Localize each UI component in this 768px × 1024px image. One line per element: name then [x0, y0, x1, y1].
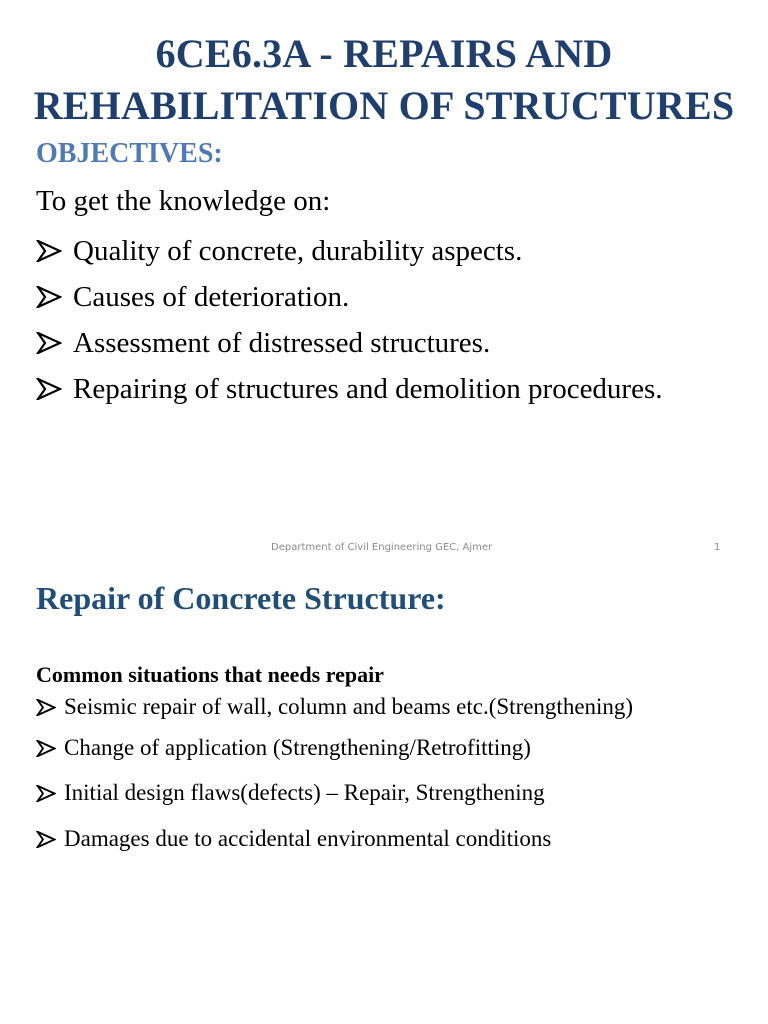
- list-item-text: Initial design flaws(defects) – Repair, Strengthening: [64, 780, 545, 805]
- list-item: [36, 770, 633, 816]
- slide-2-subtitle: Common situations that needs repair: [36, 662, 384, 687]
- footer-department: Department of Civil Engineering GEC, Ajmer: [271, 542, 493, 553]
- title-line-2: REHABILITATION OF STRUCTURES: [33, 83, 735, 128]
- arrow-bullet-icon: [36, 831, 56, 848]
- page-number: 1: [714, 542, 721, 553]
- repair-situations-list: [36, 688, 633, 862]
- intro-text: To get the knowledge on:: [36, 185, 331, 217]
- list-item: [36, 228, 663, 274]
- slide-2: [0, 566, 768, 1024]
- arrow-bullet-icon: [36, 785, 56, 802]
- objectives-heading: OBJECTIVES:: [36, 138, 223, 169]
- objectives-list: [36, 228, 663, 412]
- list-item-text: Causes of deterioration.: [73, 280, 350, 313]
- list-item-text: Damages due to accidental environmental conditions: [64, 826, 552, 851]
- arrow-bullet-icon: [36, 286, 62, 308]
- list-item: [36, 726, 633, 770]
- list-item-text: Quality of concrete, durability aspects.: [73, 234, 523, 267]
- list-item-text: Repairing of structures and demolition procedures.: [73, 372, 663, 405]
- list-item: [36, 366, 663, 412]
- arrow-bullet-icon: [36, 378, 62, 400]
- list-item-text: Change of application (Strengthening/Retrofitting): [64, 735, 531, 760]
- title-line-1: 6CE6.3A - REPAIRS AND: [155, 31, 613, 76]
- slide-title: [0, 28, 768, 132]
- list-item: [36, 274, 663, 320]
- list-item-text: Seismic repair of wall, column and beams etc.(Strengthening): [64, 694, 634, 719]
- arrow-bullet-icon: [36, 699, 56, 716]
- list-item: [36, 688, 633, 726]
- list-item: [36, 816, 633, 862]
- arrow-bullet-icon: [36, 240, 62, 262]
- list-item-text: Assessment of distressed structures.: [73, 326, 491, 359]
- arrow-bullet-icon: [36, 332, 62, 354]
- slide-2-title: Repair of Concrete Structure:: [36, 580, 446, 616]
- list-item: [36, 320, 663, 366]
- arrow-bullet-icon: [36, 740, 56, 757]
